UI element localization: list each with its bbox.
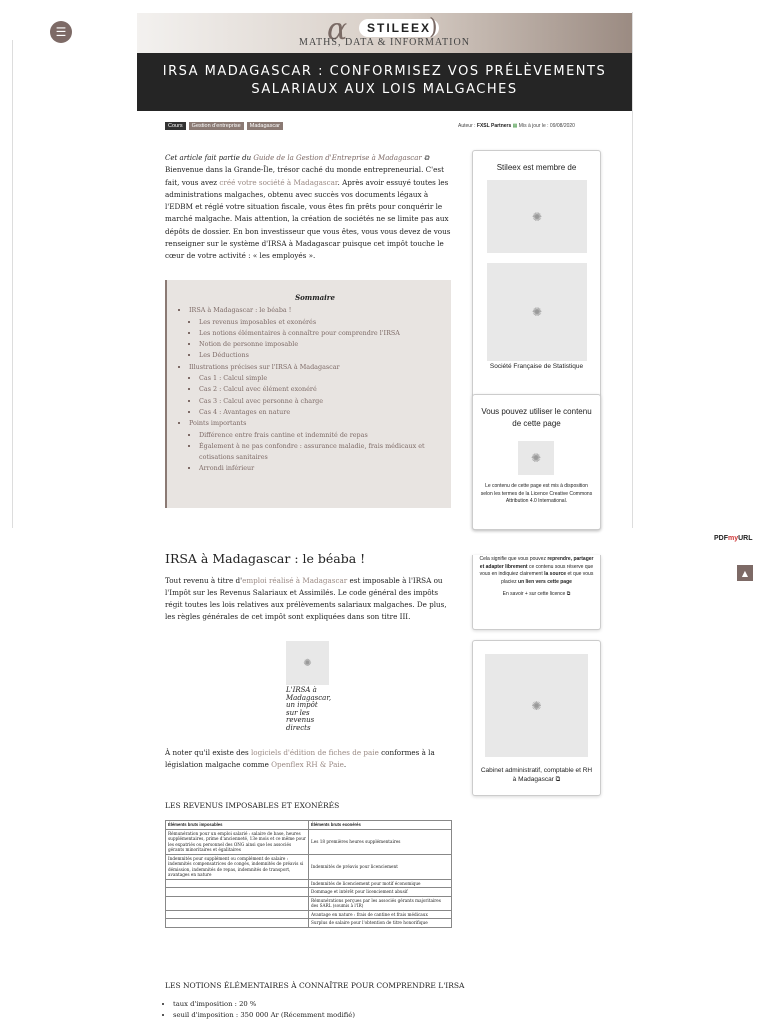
toc-subitem[interactable]: ▪ Notion de personne imposable — [199, 339, 451, 350]
toc-subitem[interactable]: ▪ Cas 4 : Avantages en nature — [199, 407, 451, 418]
table-row — [166, 854, 452, 879]
table-cell — [166, 910, 309, 919]
table-header: Éléments bruts imposables — [166, 821, 309, 830]
article-intro — [165, 152, 453, 263]
external-link-icon: ⧉ — [566, 591, 571, 597]
loading-spinner-icon: ✺ — [531, 209, 543, 224]
figure-caption: L'IRSA à Madagascar, un impôt sur les revenus directs — [286, 686, 332, 732]
sfds-logo-image[interactable] — [487, 263, 587, 361]
section-title: IRSA à Madagascar : le béaba ! — [165, 551, 366, 566]
tag-cours[interactable]: Cours — [165, 122, 186, 130]
table-header-row — [166, 821, 452, 830]
openflex-link[interactable]: Openflex RH & Paie — [271, 760, 344, 770]
page-title: IRSA MADAGASCAR : CONFORMISEZ VOS PRÉLÈVEMENTS SALARIAUX AUX LOIS MALGACHES — [137, 53, 632, 111]
pdfmyurl-logo[interactable]: PDFmyURL — [714, 535, 753, 542]
tag-list — [165, 122, 283, 130]
series-link[interactable]: Guide de la Gestion d'Entreprise à Madagascar — [253, 154, 422, 162]
toc-subitem[interactable]: ▪ Cas 1 : Calcul simple — [199, 373, 451, 384]
scroll-to-top-button[interactable] — [737, 565, 753, 581]
calendar-icon: ▦ — [512, 123, 518, 129]
software-note: À noter qu'il existe des logiciels d'édition de fiches de paie conformes à la législation malgache comme Openflex RH & Paie. — [165, 748, 435, 770]
series-prefix: Cet article fait partie du — [165, 154, 254, 162]
page-edge-line — [632, 12, 633, 528]
table-cell: Indemnités de préavis pour licenciement — [309, 854, 452, 879]
logo-text: STILEEX — [359, 19, 439, 37]
table-cell — [166, 896, 309, 910]
author-name[interactable]: FXSL Partners — [476, 123, 512, 129]
chevron-up-icon: ▲ — [741, 568, 749, 578]
page-edge-line — [12, 40, 13, 528]
section-paragraph: Tout revenu à titre d'emploi réalisé à Madagascar est imposable à l'IRSA ou l'Impôt sur les Revenus Salariaux et Assimilés. Le code général des impôts régit toutes les lois relatives aux prélèvements salariaux malgaches. De plus, les règles générales de cet impôt sont expliquées dans son titre III. — [165, 576, 447, 621]
intro-text: Bienvenue dans la Grande-Île, trésor caché du monde entrepreneurial. C'est fait, vous avez — [165, 165, 444, 187]
license-explanation: Cela signifie que vous pouvez reprendre, partager et adapter librement ce contenu sous réserve que vous en indiquiez clairement la source et que vous placiez un lien vers cette page — [479, 556, 594, 585]
table-header: Éléments bruts exonérés — [309, 821, 452, 830]
list-item: • taux d'imposition : 20 % — [173, 999, 355, 1010]
intro-paragraph — [165, 164, 453, 262]
license-title: Vous pouvez utiliser le contenu de cette page — [481, 407, 592, 428]
author-label: Auteur : — [458, 123, 476, 129]
emploi-link[interactable]: emploi réalisé à Madagascar — [242, 576, 348, 585]
series-note — [165, 152, 453, 164]
toc-subitem[interactable]: ▪ Les Déductions — [199, 350, 451, 361]
section-beaba — [165, 553, 455, 623]
updated-date: Mis à jour le : 09/08/2020 — [518, 123, 575, 129]
table-row — [166, 910, 452, 919]
intro-text-rest: . Après avoir essuyé toutes les administrations malgaches, obtenu avec succès vos documents légaux à l'EDBM et réglé votre situation fiscale, vous êtes fin prêts pour conquérir le marché malgache. Mais attention, la création de sociétés ne se limite pas aux dépôts de dossier. En bon investisseur que vous êtes, vous vous devez de vous renseigner sur le système d'IRSA à Madagascar puisque cet impôt touche le cœur de votre activité : « les employés ». — [165, 177, 451, 261]
toc-title: Sommaire — [295, 293, 335, 302]
table-cell: Dommage et intérêt pour licenciement abusif — [309, 888, 452, 897]
loading-spinner-icon: ✺ — [303, 657, 312, 669]
toc-item[interactable]: ▪ Illustrations précises sur l'IRSA à Madagascar ▪ Cas 1 : Calcul simple ▪ Cas 2 : Calcul avec élément exonéré ▪ Cas 3 : Calcul avec personne à charge ▪ Cas 4 : Avantages en nature — [189, 362, 451, 418]
table-row — [166, 888, 452, 897]
tag-gestion[interactable]: Gestion d'entreprise — [189, 122, 244, 130]
table-row — [166, 879, 452, 888]
loading-spinner-icon: ✺ — [531, 698, 542, 713]
site-tagline: MATHS, DATA & INFORMATION — [299, 37, 470, 48]
license-widget-continued — [472, 555, 601, 630]
table-cell: Indemnités pour supplément ou complément de salaire : indemnités compensatrices de congés, indemnités de préavis si démission, indemnités de repas, indemnités de transport, avantages en nature — [166, 854, 309, 879]
table-cell — [166, 919, 309, 928]
loading-spinner-icon: ✺ — [530, 451, 542, 465]
cabinet-widget — [472, 640, 601, 796]
cabinet-caption[interactable]: Cabinet administratif, comptable et RH à Madagascar ⧉ — [480, 767, 593, 783]
loading-spinner-icon: ✺ — [531, 305, 543, 319]
menu-button[interactable] — [50, 21, 72, 43]
license-text: Le contenu de cette page est mis à disposition selon les termes de la Licence Creative Commons Attribution 4.0 International. — [480, 483, 593, 504]
member-logo-image[interactable] — [487, 180, 587, 253]
revenus-heading: LES REVENUS IMPOSABLES ET EXONÉRÉS — [165, 801, 340, 810]
article-meta — [458, 123, 575, 129]
logo-alpha-icon: α — [327, 12, 348, 47]
table-cell: Les 18 premières heures supplémentaires — [309, 829, 452, 854]
figure-image[interactable] — [286, 641, 329, 685]
cc-license-image[interactable] — [518, 441, 554, 475]
revenus-table — [165, 820, 452, 928]
cabinet-image[interactable] — [485, 654, 588, 757]
table-cell: Surplus de salaire pour l'obtention de titre honorifique — [309, 919, 452, 928]
toc-item[interactable]: ▪ IRSA à Madagascar : le béaba ! ▪ Les revenus imposables et exonérés ▪ Les notions élémentaires à connaître pour comprendre l'IRSA ▪ Notion de personne imposable ▪ Les Déductions — [189, 305, 451, 361]
toc-subitem[interactable]: ▪ Différence entre frais cantine et indemnité de repas — [199, 430, 451, 441]
notions-heading: LES NOTIONS ÉLÉMENTAIRES À CONNAÎTRE POUR COMPRENDRE L'IRSA — [165, 981, 465, 990]
toc-subitem[interactable]: ▪ Les notions élémentaires à connaître pour comprendre l'IRSA — [199, 328, 451, 339]
article-figure — [286, 641, 331, 732]
list-item: • seuil d'imposition : 350 000 Ar (Récemment modifié) — [173, 1010, 355, 1021]
hamburger-icon: ☰ — [55, 25, 67, 39]
site-header — [137, 13, 632, 111]
logo-band[interactable] — [137, 13, 632, 53]
table-cell — [166, 888, 309, 897]
payroll-software-link[interactable]: logiciels d'édition de fiches de paie — [250, 748, 379, 757]
table-row — [166, 919, 452, 928]
notions-list — [165, 999, 355, 1021]
toc-subitem[interactable]: ▪ Cas 2 : Calcul avec élément exonéré — [199, 384, 451, 395]
toc-subitem[interactable]: ▪ Cas 3 : Calcul avec personne à charge — [199, 396, 451, 407]
table-row — [166, 896, 452, 910]
license-more-link[interactable]: En savoir + sur cette licence ⧉ — [502, 591, 571, 597]
table-cell — [166, 879, 309, 888]
table-cell: Indemnités de licenciement pour motif économique — [309, 879, 452, 888]
table-of-contents — [165, 280, 451, 508]
toc-subitem[interactable]: ▪ Les revenus imposables et exonérés — [199, 317, 451, 328]
external-link-icon: ⧉ — [555, 776, 561, 783]
membership-title: Stileex est membre de — [496, 163, 577, 172]
table-cell: Avantage en nature : frais de cantine et frais médicaux — [309, 910, 452, 919]
toc-item[interactable]: ▪ Points importants ▪ Différence entre frais cantine et indemnité de repas ▪ Également à ne pas confondre : assurance maladie, frais médicaux et cotisations sanitaires ▪ Arrondi inférieur — [189, 418, 451, 474]
logo-swoosh-icon: ) — [429, 15, 438, 40]
table-cell: Rémunération pour un emploi salarié : salaire de base, heures supplémentaires, prime d'ancienneté, 13e mois et ce même pour les expatriés ou personnel des ONG ainsi que les associés gérants minoritaires et égalitaires — [166, 829, 309, 854]
sfds-caption: Société Française de Statistique — [489, 363, 584, 370]
table-cell: Rémunérations perçues par les associés gérants majoritaires des SARL (soumis à l'IR) — [309, 896, 452, 910]
license-widget — [472, 394, 601, 530]
tag-madagascar[interactable]: Madagascar — [247, 122, 283, 130]
create-company-link[interactable]: créé votre société à Madagascar — [219, 177, 338, 187]
external-link-icon: ⧉ — [423, 154, 429, 162]
toc-subitem[interactable]: ▪ Arrondi inférieur — [199, 463, 451, 474]
table-row — [166, 829, 452, 854]
toc-subitem[interactable]: ▪ Également à ne pas confondre : assurance maladie, frais médicaux et cotisations sanitaires — [199, 441, 451, 464]
